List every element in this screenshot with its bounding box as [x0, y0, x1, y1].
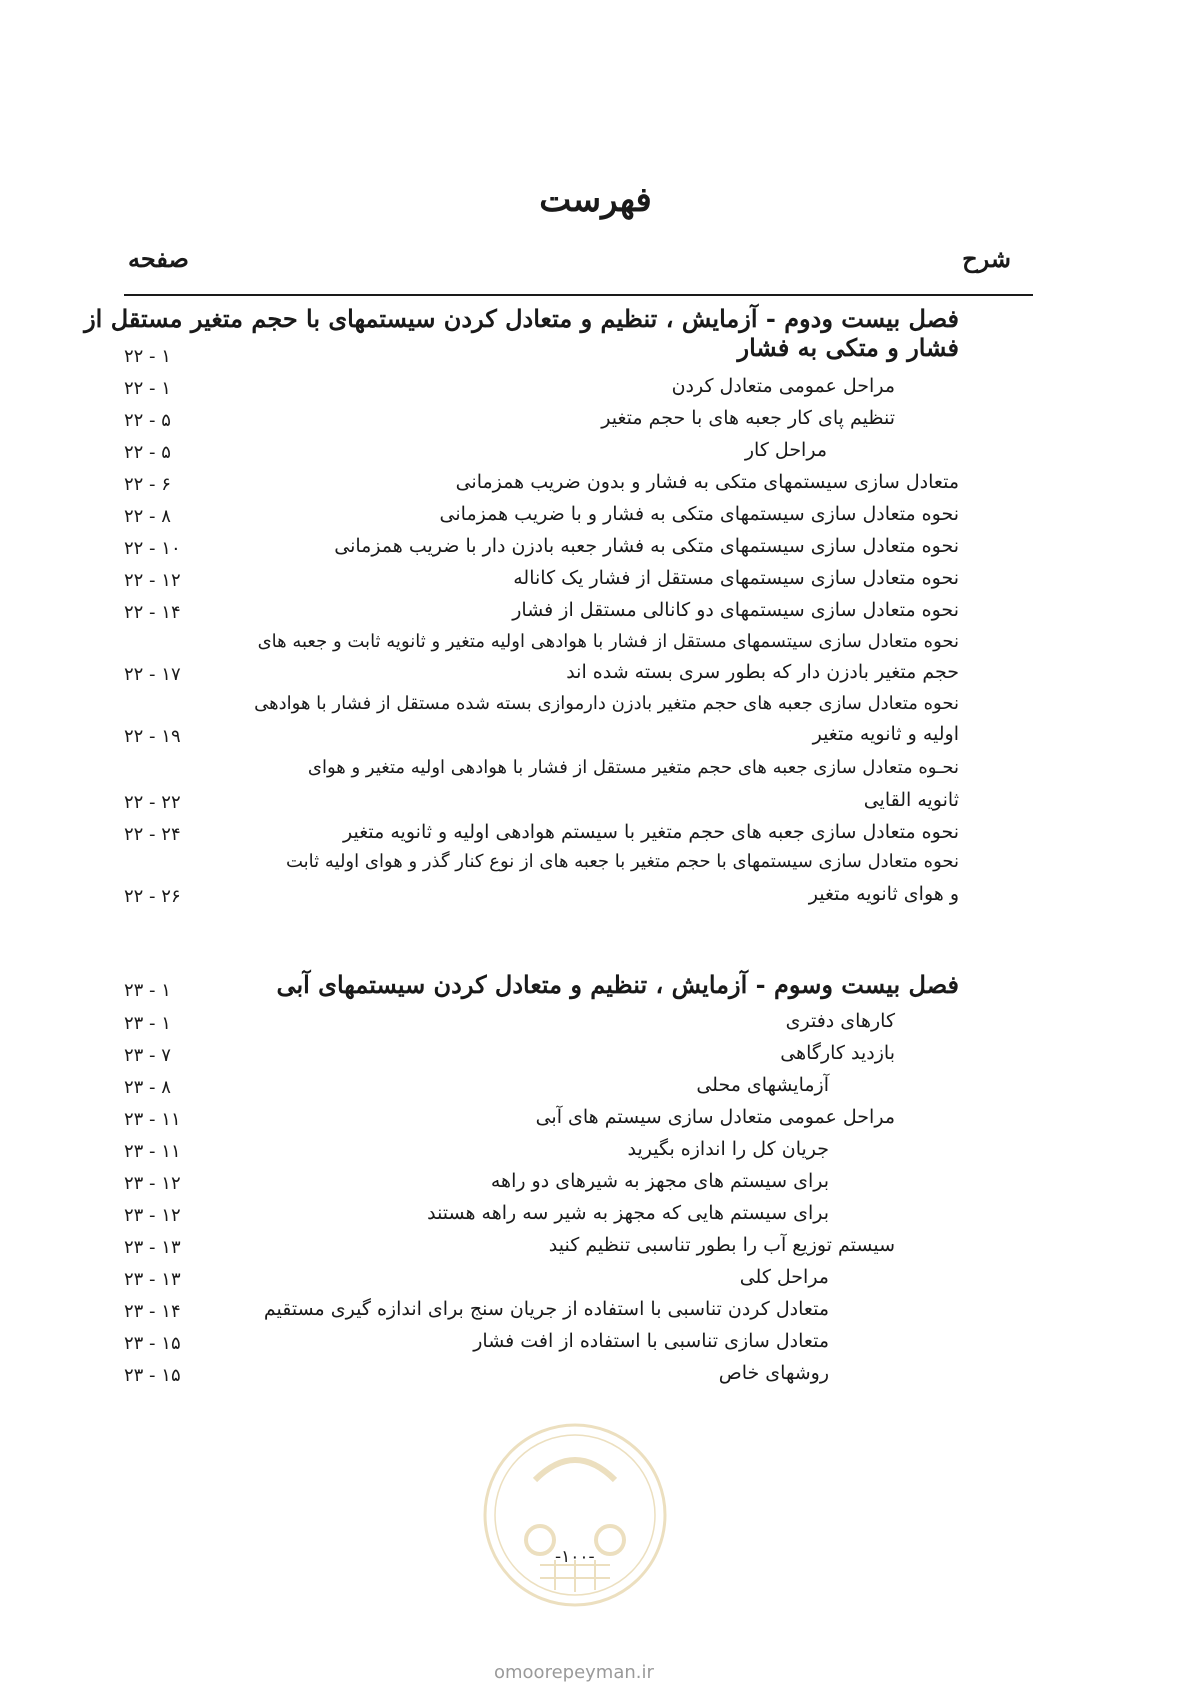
entry-text: بازدید کارگاهی [780, 1042, 895, 1064]
website-watermark[interactable]: omoorepeyman.ir [494, 1662, 654, 1683]
entry-text-continued: حجم متغیر بادزن دار که بطور سری بسته شده اند [566, 661, 959, 683]
entry-page: ۲۲ - ۶ [124, 474, 171, 495]
entry-text: نحـوه متعادل سازی جعبه های حجم متغیر مستقل از فشار با هوادهی اولیه متغیر و هوای [307, 757, 959, 778]
entry-page: ۲۳ - ۷ [124, 1045, 171, 1066]
entry-page: ۲۲ - ۵ [124, 410, 171, 431]
entry-text: نحوه متعادل سازی سیتسمهای مستقل از فشار با هوادهی اولیه متغیر و ثانویه ثابت و جعبه های [257, 631, 959, 652]
entry-page: ۲۲ - ۱۷ [124, 664, 181, 685]
entry-page: ۲۲ - ۸ [124, 506, 171, 527]
entry-text: برای سیستم های مجهز به شیرهای دو راهه [490, 1170, 829, 1192]
entry-text: نحوه متعادل سازی سیستمهای متکی به فشار و با ضریب همزمانی [439, 503, 959, 525]
entry-text: نحوه متعادل سازی سیستمهای با حجم متغیر با جعبه های از نوع کنار گذر و هوای اولیه ثابت [285, 851, 959, 872]
entry-page: ۲۳ - ۱ [124, 1013, 171, 1034]
entry-text: مراحل عمومی متعادل کردن [671, 375, 895, 397]
chapter-23-title-text: فصل بیست وسوم - آزمایش ، تنظیم و متعادل کردن سیستمهای آبی [276, 970, 959, 999]
header-rule [124, 294, 1033, 296]
entry-text: متعادل سازی تناسبی با استفاده از افت فشار [473, 1330, 829, 1352]
entry-page: ۲۳ - ۱۵ [124, 1365, 181, 1386]
entry-page: ۲۳ - ۱۲ [124, 1205, 181, 1226]
entry-text: مراحل عمومی متعادل سازی سیستم های آبی [535, 1106, 895, 1128]
entry-text: مراحل کار [744, 439, 827, 461]
entry-text-continued: و هوای ثانویه متغیر [808, 883, 959, 905]
entry-page: ۲۳ - ۱۱ [124, 1141, 181, 1162]
entry-text: کارهای دفتری [785, 1010, 895, 1032]
entry-text: نحوه متعادل سازی جعبه های حجم متغیر با سیستم هوادهی اولیه و ثانویه متغیر [343, 821, 959, 843]
entry-page: ۲۲ - ۱۰ [124, 538, 181, 559]
entry-page: ۲۲ - ۲۲ [124, 792, 181, 813]
page-number: -۱۰۰- [555, 1547, 595, 1567]
entry-text: نحوه متعادل سازی سیستمهای مستقل از فشار یک کاناله [513, 567, 959, 589]
chapter-23-page: ۲۳ - ۱ [124, 980, 171, 1001]
entry-text: نحوه متعادل سازی جعبه های حجم متغیر بادزن دارموازی بسته شده مستقل از فشار با هوادهی [254, 693, 959, 714]
entry-text-continued: اولیه و ثانویه متغیر [812, 723, 959, 745]
entry-text: متعادل کردن تناسبی با استفاده از جریان سنج برای اندازه گیری مستقیم [263, 1298, 829, 1320]
entry-text: تنظیم پای کار جعبه های با حجم متغیر [601, 407, 895, 429]
entry-text: سیستم توزیع آب را بطور تناسبی تنظیم کنید [548, 1234, 895, 1256]
entry-text: متعادل سازی سیستمهای متکی به فشار و بدون ضریب همزمانی [455, 471, 959, 493]
entry-text: نحوه متعادل سازی سیستمهای دو کانالی مستقل از فشار [512, 599, 959, 621]
entry-page: ۲۲ - ۱ [124, 378, 171, 399]
entry-page: ۲۲ - ۲۴ [124, 824, 181, 845]
entry-page: ۲۲ - ۵ [124, 442, 171, 463]
entry-text: نحوه متعادل سازی سیستمهای متکی به فشار جعبه بادزن دار با ضریب همزمانی [334, 535, 959, 557]
entry-page: ۲۲ - ۱۹ [124, 726, 181, 747]
column-header-description: شرح [962, 244, 1011, 273]
entry-page: ۲۲ - ۲۶ [124, 886, 181, 907]
entry-page: ۲۳ - ۱۳ [124, 1237, 181, 1258]
entry-text: مراحل کلی [739, 1266, 829, 1288]
column-header-page: صفحه [128, 244, 189, 273]
entry-text: جریان کل را اندازه بگیرید [627, 1138, 829, 1160]
chapter-22-title-line1: فصل بیست ودوم - آزمایش ، تنظیم و متعادل کردن سیستمهای با حجم متغیر مستقل از [84, 304, 959, 333]
chapter-22-page: ۲۲ - ۱ [124, 346, 171, 367]
entry-page: ۲۳ - ۱۴ [124, 1301, 181, 1322]
entry-page: ۲۳ - ۱۲ [124, 1173, 181, 1194]
toc-title: فهرست [539, 180, 652, 220]
entry-text: روشهای خاص [718, 1362, 829, 1384]
watermark-seal-icon [480, 1420, 670, 1610]
entry-page: ۲۳ - ۱۵ [124, 1333, 181, 1354]
entry-page: ۲۲ - ۱۲ [124, 570, 181, 591]
entry-page: ۲۳ - ۱۳ [124, 1269, 181, 1290]
entry-page: ۲۳ - ۱۱ [124, 1109, 181, 1130]
entry-text: برای سیستم هایی که مجهز به شیر سه راهه هستند [427, 1202, 829, 1224]
entry-page: ۲۳ - ۸ [124, 1077, 171, 1098]
entry-text-continued: ثانویه القایی [863, 789, 959, 811]
entry-page: ۲۲ - ۱۴ [124, 602, 181, 623]
chapter-22-title-line2: فشار و متکی به فشار [737, 333, 959, 362]
entry-text: آزمایشهای محلی [696, 1074, 829, 1096]
